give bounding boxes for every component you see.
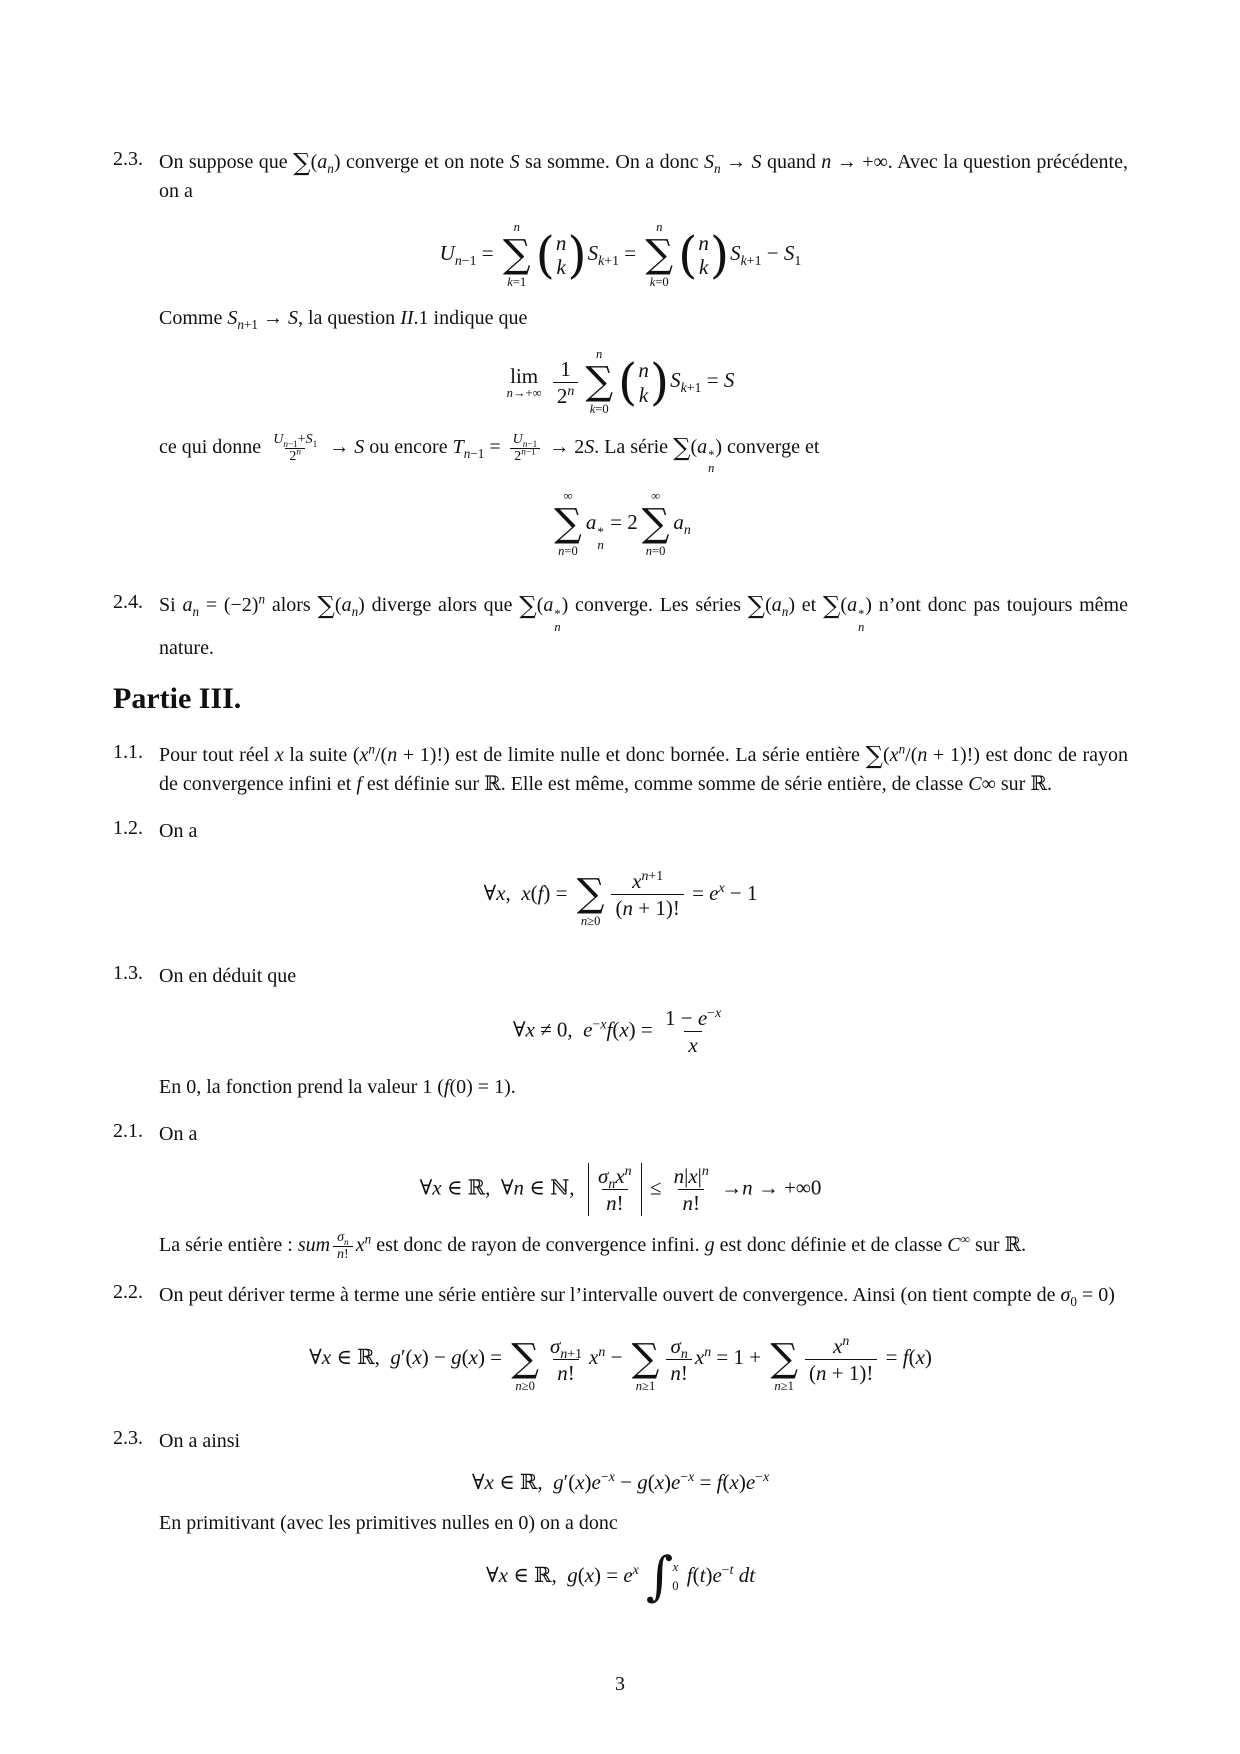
item-number-2-4: 2.4. — [113, 591, 143, 614]
item-body-1-1 — [159, 741, 1128, 799]
equation-xf-sum: ∀x, x(f) = ∑ n≥0 $\frac{x^{n+1}}{(n + 1)!}$ = $e^x - 1$ — [483, 868, 758, 929]
paragraph-en-primitivant: En primitivant (avec les primitives nulles en 0) on a donc — [159, 1511, 618, 1534]
page-number: 3 — [615, 1673, 625, 1695]
section-2-3 — [113, 148, 1128, 573]
paragraph-comme-s: Comme $S_{n+1} \to S$, la question II.1 indique que — [159, 307, 528, 333]
heading-partie-3: Partie III. — [113, 681, 242, 715]
paragraph-deriver-terme: On peut dériver terme à terme une série entière sur l’intervalle ouvert de convergence. Ainsi (on tient compte de $\sigma_0 = 0$) — [159, 1284, 1115, 1310]
section-2-2 — [113, 1281, 1128, 1408]
item-number-1-1: 1.1. — [113, 740, 143, 763]
item-body-2-1 — [159, 1120, 1128, 1264]
section-2-3b — [113, 1427, 1128, 1616]
equation-g-prime-exp: ∀x ∈ ℝ, $g'(x)e^{-x} - g(x)e^{-x} = f(x)e^{-x}$ — [471, 1468, 770, 1494]
paragraph-en-0-valeur: En 0, la fonction prend la valeur 1 (f(0) = 1). — [159, 1075, 516, 1098]
item-body-2-3 — [159, 148, 1128, 573]
paragraph-rayon-convergence: Pour tout réel x la suite $(x^n/(n + 1)!)$ est de limite nulle et donc bornée. La série entière $\sum(x^n/(n + 1)!)$ est donc de rayon de convergence infini et f est définie sur ℝ. Elle est même, comme somme de série entière, de classe C∞ sur ℝ. — [159, 740, 1129, 795]
equation-sum-a-star: ∞ ∑ n=0 a * n = 2 ∞ ∑ n=0 $a_n$ — [554, 489, 691, 558]
equation-limit-sum: lim n→+∞ $\frac{1}{2^n}$ n ∑ k=0 ( n k ) $S_{k+1} = S$ — [506, 347, 735, 416]
item-number-1-3: 1.3. — [113, 962, 143, 984]
section-1-2 — [113, 817, 1128, 944]
item-number-2-3b: 2.3. — [113, 1426, 143, 1449]
item-body-2-2 — [159, 1281, 1128, 1408]
equation-exp-fraction: ∀x ≠ 0, $e^{-x}f(x)$ = $\frac{1 - e^{-x}}{x}$ — [512, 1005, 722, 1058]
paragraph-ce-qui-donne: ce qui donne $\frac{U_{n-1}+S_1}{2^n}$ → S ou encore $T_{n-1}$ = $\frac{U_{n-1}}{2^{n-1}}$ → 2S. La série ∑(a * n ) converge et — [159, 431, 820, 476]
paragraph-serie-entiere-g: La série entière : sum $\frac{\sigma_n}{n!}$ $x^n$ est donc de rayon de convergence infini. g est donc définie et de classe C∞ sur ℝ. — [159, 1230, 1027, 1263]
item-number-1-2: 1.2. — [113, 816, 143, 839]
paragraph-on-a-ainsi: On a ainsi — [159, 1429, 241, 1452]
item-body-1-3 — [159, 962, 1128, 1102]
item-number-2-3: 2.3. — [113, 148, 143, 170]
item-number-2-2: 2.2. — [113, 1281, 143, 1304]
paragraph-suppose-converge: On suppose que $\sum(a_n)$ converge et on note S sa somme. On a donc $S_n \to S$ quand n → +∞. Avec la question précédente, on a — [159, 147, 1128, 202]
paragraph-on-a-21: On a — [159, 1122, 198, 1145]
section-2-4 — [113, 591, 1128, 662]
section-1-3 — [113, 962, 1128, 1102]
section-1-1 — [113, 741, 1128, 799]
paragraph-on-en-deduit: On en déduit que — [159, 965, 297, 987]
paragraph-on-a-12: On a — [159, 819, 198, 842]
paragraph-diverge-converge: Si $a_n = (-2)^n$ alors $\sum(a_n)$ diverge alors que ∑(a * n ) converge. Les séries $\sum(a_n)$ et ∑(a * n ) n’ont donc pas toujours même nature. — [159, 590, 1128, 659]
item-body-2-4 — [159, 591, 1128, 662]
equation-g-prime-minus-g: ∀x ∈ ℝ, g′(x) − g(x) = ∑ n≥0 $\frac{\sigma_{n+1}}{n!}$ $x^n$ − ∑ n≥1 $\frac{\sigma_n}{n!}$ $x^n = 1$ + ∑ n≥1 $\frac{x^n}{(n + 1)!}$ = f(x) — [309, 1332, 932, 1393]
equation-sigma-inequality: ∀x ∈ ℝ, ∀n ∈ ℕ, $\frac{\sigma_nx^n}{n!}$ ≤ $\frac{n|x|^n}{n!}$ →n → +∞0 — [419, 1162, 822, 1215]
equation-u-n-1-sums: $U_{n-1}$ = n ∑ k=1 ( n k ) $S_{k+1}$ = n ∑ k=0 ( n k ) $S_{k+1} - S_1$ — [439, 220, 802, 289]
item-number-2-1: 2.1. — [113, 1119, 143, 1142]
section-2-1 — [113, 1120, 1128, 1264]
equation-g-integral: ∀x ∈ ℝ, $g(x) = e^x$ ∫ x 0 $f(t)e^{-t}$ dt — [485, 1545, 756, 1607]
item-body-2-3b — [159, 1427, 1128, 1616]
item-body-1-2 — [159, 817, 1128, 944]
